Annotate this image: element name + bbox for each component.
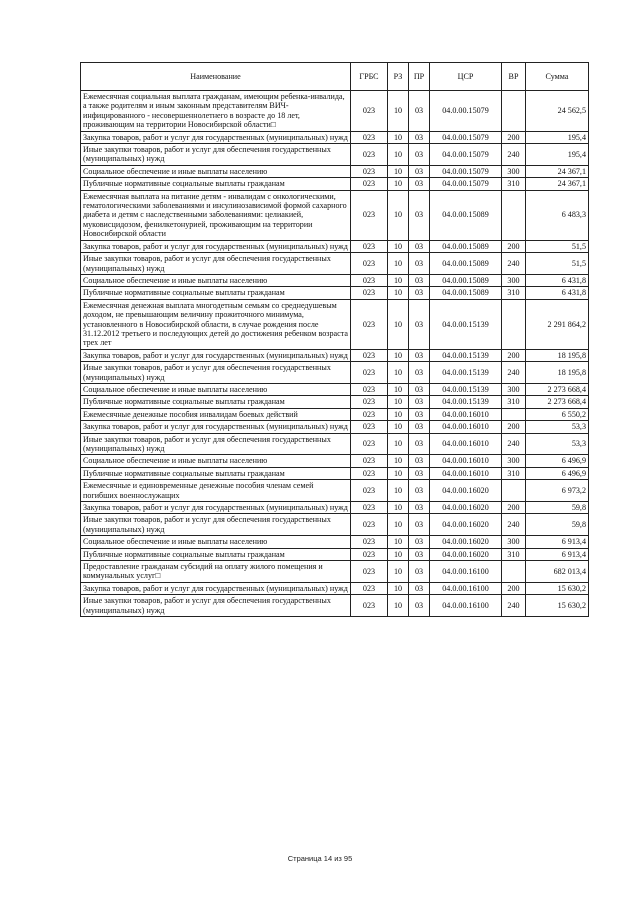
header-vr: ВР	[502, 63, 526, 91]
table-header-row	[81, 63, 589, 91]
cell-csr: 04.0.00.16010	[430, 408, 502, 420]
cell-pr: 03	[409, 362, 430, 384]
cell-name: Социальное обеспечение и иные выплаты населению	[81, 165, 351, 177]
cell-sum: 24 367,1	[526, 165, 589, 177]
cell-vr: 300	[502, 165, 526, 177]
cell-pr: 03	[409, 253, 430, 275]
cell-sum: 18 195,8	[526, 349, 589, 361]
cell-pr: 03	[409, 178, 430, 190]
cell-grbs: 023	[351, 408, 388, 420]
cell-vr: 310	[502, 396, 526, 408]
table-body	[81, 91, 589, 617]
cell-sum: 59,8	[526, 514, 589, 536]
cell-name: Иные закупки товаров, работ и услуг для обеспечения государственных (муниципальных) нужд	[81, 144, 351, 166]
cell-vr: 200	[502, 240, 526, 252]
cell-grbs: 023	[351, 561, 388, 583]
table-row	[81, 91, 589, 132]
cell-csr: 04.0.00.16010	[430, 421, 502, 433]
table-row	[81, 178, 589, 190]
cell-csr: 04.0.00.15139	[430, 362, 502, 384]
table-row	[81, 299, 589, 349]
cell-sum: 53,3	[526, 421, 589, 433]
cell-rz: 10	[388, 144, 409, 166]
table-row	[81, 595, 589, 617]
cell-pr: 03	[409, 144, 430, 166]
cell-vr	[502, 408, 526, 420]
cell-grbs: 023	[351, 433, 388, 455]
cell-name: Ежемесячная денежная выплата многодетным семьям со среднедушевым доходом, не превышающим величину прожиточного минимума, установленного в Новосибирской области, в случае рождения после 31.12.2012 третьего и последующих детей до достижения ребенком возраста трех лет	[81, 299, 351, 349]
cell-sum: 59,8	[526, 502, 589, 514]
cell-sum: 24 562,5	[526, 91, 589, 132]
cell-vr: 240	[502, 433, 526, 455]
cell-name: Социальное обеспечение и иные выплаты населению	[81, 455, 351, 467]
table-row	[81, 502, 589, 514]
cell-rz: 10	[388, 349, 409, 361]
cell-pr: 03	[409, 165, 430, 177]
cell-rz: 10	[388, 396, 409, 408]
cell-name: Ежемесячные и единовременные денежные пособия членам семей погибших военнослужащих	[81, 480, 351, 502]
table-row	[81, 362, 589, 384]
cell-name: Иные закупки товаров, работ и услуг для обеспечения государственных (муниципальных) нужд	[81, 253, 351, 275]
cell-grbs: 023	[351, 299, 388, 349]
cell-name: Публичные нормативные социальные выплаты гражданам	[81, 178, 351, 190]
table-row	[81, 165, 589, 177]
cell-grbs: 023	[351, 502, 388, 514]
cell-sum: 195,4	[526, 131, 589, 143]
cell-name: Социальное обеспечение и иные выплаты населению	[81, 274, 351, 286]
cell-csr: 04.0.00.16100	[430, 561, 502, 583]
cell-csr: 04.0.00.15079	[430, 91, 502, 132]
cell-csr: 04.0.00.16010	[430, 433, 502, 455]
cell-vr: 240	[502, 595, 526, 617]
cell-vr: 310	[502, 548, 526, 560]
cell-vr: 240	[502, 362, 526, 384]
table-row	[81, 287, 589, 299]
cell-sum: 2 273 668,4	[526, 396, 589, 408]
cell-csr: 04.0.00.16020	[430, 514, 502, 536]
cell-name: Закупка товаров, работ и услуг для государственных (муниципальных) нужд	[81, 421, 351, 433]
cell-vr	[502, 190, 526, 240]
cell-name: Социальное обеспечение и иные выплаты населению	[81, 536, 351, 548]
cell-rz: 10	[388, 548, 409, 560]
cell-name: Публичные нормативные социальные выплаты гражданам	[81, 548, 351, 560]
cell-vr	[502, 299, 526, 349]
cell-rz: 10	[388, 131, 409, 143]
cell-sum: 6 913,4	[526, 536, 589, 548]
cell-sum: 2 291 864,2	[526, 299, 589, 349]
table-row	[81, 274, 589, 286]
cell-vr	[502, 480, 526, 502]
cell-name: Публичные нормативные социальные выплаты гражданам	[81, 396, 351, 408]
cell-rz: 10	[388, 178, 409, 190]
cell-csr: 04.0.00.16020	[430, 502, 502, 514]
cell-grbs: 023	[351, 383, 388, 395]
cell-pr: 03	[409, 455, 430, 467]
cell-sum: 6 483,3	[526, 190, 589, 240]
table-row	[81, 408, 589, 420]
cell-name: Ежемесячные денежные пособия инвалидам боевых действий	[81, 408, 351, 420]
cell-csr: 04.0.00.16020	[430, 536, 502, 548]
cell-vr: 310	[502, 467, 526, 479]
cell-sum: 15 630,2	[526, 582, 589, 594]
cell-vr: 200	[502, 502, 526, 514]
cell-name: Закупка товаров, работ и услуг для государственных (муниципальных) нужд	[81, 582, 351, 594]
cell-pr: 03	[409, 287, 430, 299]
cell-csr: 04.0.00.15089	[430, 287, 502, 299]
cell-grbs: 023	[351, 421, 388, 433]
cell-grbs: 023	[351, 396, 388, 408]
cell-rz: 10	[388, 299, 409, 349]
cell-grbs: 023	[351, 582, 388, 594]
cell-vr: 310	[502, 178, 526, 190]
table-row	[81, 467, 589, 479]
cell-vr: 200	[502, 582, 526, 594]
cell-rz: 10	[388, 165, 409, 177]
cell-sum: 18 195,8	[526, 362, 589, 384]
table-row	[81, 548, 589, 560]
table-row	[81, 396, 589, 408]
cell-pr: 03	[409, 548, 430, 560]
cell-rz: 10	[388, 480, 409, 502]
cell-rz: 10	[388, 595, 409, 617]
header-name: Наименование	[81, 63, 351, 91]
cell-pr: 03	[409, 514, 430, 536]
table-row	[81, 190, 589, 240]
cell-grbs: 023	[351, 536, 388, 548]
table-row	[81, 383, 589, 395]
cell-sum: 682 013,4	[526, 561, 589, 583]
cell-pr: 03	[409, 349, 430, 361]
cell-name: Иные закупки товаров, работ и услуг для обеспечения государственных (муниципальных) нужд	[81, 514, 351, 536]
cell-vr: 240	[502, 144, 526, 166]
cell-rz: 10	[388, 190, 409, 240]
cell-sum: 6 431,8	[526, 274, 589, 286]
cell-grbs: 023	[351, 178, 388, 190]
cell-rz: 10	[388, 253, 409, 275]
cell-csr: 04.0.00.15089	[430, 240, 502, 252]
cell-pr: 03	[409, 383, 430, 395]
cell-name: Закупка товаров, работ и услуг для государственных (муниципальных) нужд	[81, 502, 351, 514]
cell-grbs: 023	[351, 190, 388, 240]
cell-csr: 04.0.00.15139	[430, 396, 502, 408]
table-row	[81, 421, 589, 433]
cell-csr: 04.0.00.16020	[430, 480, 502, 502]
cell-grbs: 023	[351, 362, 388, 384]
cell-name: Предоставление гражданам субсидий на оплату жилого помещения и коммунальных услуг□	[81, 561, 351, 583]
header-grbs: ГРБС	[351, 63, 388, 91]
cell-rz: 10	[388, 561, 409, 583]
cell-rz: 10	[388, 287, 409, 299]
cell-sum: 6 431,8	[526, 287, 589, 299]
cell-csr: 04.0.00.15089	[430, 274, 502, 286]
cell-rz: 10	[388, 455, 409, 467]
table-row	[81, 514, 589, 536]
cell-grbs: 023	[351, 240, 388, 252]
cell-grbs: 023	[351, 274, 388, 286]
cell-grbs: 023	[351, 480, 388, 502]
cell-grbs: 023	[351, 165, 388, 177]
cell-vr: 200	[502, 131, 526, 143]
table-row	[81, 253, 589, 275]
cell-pr: 03	[409, 561, 430, 583]
cell-grbs: 023	[351, 514, 388, 536]
cell-grbs: 023	[351, 467, 388, 479]
cell-vr: 200	[502, 349, 526, 361]
cell-name: Ежемесячная выплата на питание детям - инвалидам с онкологическими, гематологическими заболеваниями и инсулинозависимой формой сахарного диабета и детям с наследственными заболеваниями: целиакией, муковисцидозом, фенилкетонурией, проживающим на территории Новосибирской области	[81, 190, 351, 240]
cell-csr: 04.0.00.15089	[430, 190, 502, 240]
cell-vr: 310	[502, 287, 526, 299]
table-row	[81, 480, 589, 502]
cell-grbs: 023	[351, 287, 388, 299]
cell-csr: 04.0.00.16020	[430, 548, 502, 560]
cell-csr: 04.0.00.15079	[430, 131, 502, 143]
cell-rz: 10	[388, 362, 409, 384]
cell-name: Социальное обеспечение и иные выплаты населению	[81, 383, 351, 395]
cell-csr: 04.0.00.16100	[430, 582, 502, 594]
cell-rz: 10	[388, 582, 409, 594]
cell-pr: 03	[409, 408, 430, 420]
cell-sum: 6 496,9	[526, 467, 589, 479]
cell-sum: 51,5	[526, 253, 589, 275]
table-row	[81, 349, 589, 361]
cell-grbs: 023	[351, 253, 388, 275]
cell-pr: 03	[409, 131, 430, 143]
cell-name: Ежемесячная социальная выплата гражданам, имеющим ребенка-инвалида, а также родителям и иным законным представителям ВИЧ-инфицированного - несовершеннолетнего в возрасте до 18 лет, проживающим на территории Новосибирской области□	[81, 91, 351, 132]
cell-csr: 04.0.00.15089	[430, 253, 502, 275]
cell-pr: 03	[409, 467, 430, 479]
cell-sum: 24 367,1	[526, 178, 589, 190]
header-sum: Сумма	[526, 63, 589, 91]
cell-vr: 200	[502, 421, 526, 433]
cell-rz: 10	[388, 433, 409, 455]
table-row	[81, 561, 589, 583]
header-csr: ЦСР	[430, 63, 502, 91]
table-row	[81, 433, 589, 455]
cell-vr: 240	[502, 253, 526, 275]
cell-vr: 300	[502, 536, 526, 548]
cell-rz: 10	[388, 514, 409, 536]
table-row	[81, 131, 589, 143]
cell-sum: 51,5	[526, 240, 589, 252]
cell-rz: 10	[388, 240, 409, 252]
cell-vr: 300	[502, 383, 526, 395]
cell-name: Закупка товаров, работ и услуг для государственных (муниципальных) нужд	[81, 131, 351, 143]
cell-rz: 10	[388, 274, 409, 286]
cell-pr: 03	[409, 240, 430, 252]
page-number: Страница 14 из 95	[287, 854, 353, 863]
cell-rz: 10	[388, 383, 409, 395]
cell-sum: 6 973,2	[526, 480, 589, 502]
cell-name: Иные закупки товаров, работ и услуг для обеспечения государственных (муниципальных) нужд	[81, 595, 351, 617]
cell-sum: 15 630,2	[526, 595, 589, 617]
cell-csr: 04.0.00.15079	[430, 165, 502, 177]
cell-grbs: 023	[351, 548, 388, 560]
cell-pr: 03	[409, 502, 430, 514]
cell-grbs: 023	[351, 131, 388, 143]
cell-sum: 6 496,9	[526, 455, 589, 467]
table-row	[81, 240, 589, 252]
cell-rz: 10	[388, 536, 409, 548]
table-row	[81, 582, 589, 594]
cell-csr: 04.0.00.16100	[430, 595, 502, 617]
cell-vr: 300	[502, 455, 526, 467]
cell-name: Публичные нормативные социальные выплаты гражданам	[81, 467, 351, 479]
cell-name: Иные закупки товаров, работ и услуг для обеспечения государственных (муниципальных) нужд	[81, 433, 351, 455]
cell-pr: 03	[409, 190, 430, 240]
cell-vr	[502, 561, 526, 583]
cell-pr: 03	[409, 536, 430, 548]
cell-rz: 10	[388, 408, 409, 420]
cell-name: Иные закупки товаров, работ и услуг для обеспечения государственных (муниципальных) нужд	[81, 362, 351, 384]
cell-pr: 03	[409, 91, 430, 132]
cell-pr: 03	[409, 421, 430, 433]
cell-vr: 240	[502, 514, 526, 536]
cell-pr: 03	[409, 595, 430, 617]
cell-pr: 03	[409, 274, 430, 286]
cell-grbs: 023	[351, 144, 388, 166]
cell-pr: 03	[409, 480, 430, 502]
table-row	[81, 455, 589, 467]
cell-csr: 04.0.00.15079	[430, 178, 502, 190]
cell-rz: 10	[388, 502, 409, 514]
budget-table	[80, 62, 589, 617]
cell-vr	[502, 91, 526, 132]
cell-sum: 2 273 668,4	[526, 383, 589, 395]
cell-csr: 04.0.00.15139	[430, 299, 502, 349]
cell-pr: 03	[409, 299, 430, 349]
header-pr: ПР	[409, 63, 430, 91]
cell-grbs: 023	[351, 349, 388, 361]
cell-csr: 04.0.00.16010	[430, 455, 502, 467]
cell-csr: 04.0.00.15079	[430, 144, 502, 166]
table-row	[81, 144, 589, 166]
cell-pr: 03	[409, 396, 430, 408]
cell-grbs: 023	[351, 455, 388, 467]
cell-name: Публичные нормативные социальные выплаты гражданам	[81, 287, 351, 299]
cell-rz: 10	[388, 467, 409, 479]
cell-name: Закупка товаров, работ и услуг для государственных (муниципальных) нужд	[81, 349, 351, 361]
cell-csr: 04.0.00.16010	[430, 467, 502, 479]
cell-sum: 6 550,2	[526, 408, 589, 420]
cell-rz: 10	[388, 421, 409, 433]
cell-sum: 195,4	[526, 144, 589, 166]
cell-grbs: 023	[351, 595, 388, 617]
cell-rz: 10	[388, 91, 409, 132]
cell-pr: 03	[409, 433, 430, 455]
cell-csr: 04.0.00.15139	[430, 349, 502, 361]
header-rz: РЗ	[388, 63, 409, 91]
cell-vr: 300	[502, 274, 526, 286]
cell-grbs: 023	[351, 91, 388, 132]
cell-pr: 03	[409, 582, 430, 594]
cell-sum: 53,3	[526, 433, 589, 455]
cell-name: Закупка товаров, работ и услуг для государственных (муниципальных) нужд	[81, 240, 351, 252]
table-row	[81, 536, 589, 548]
cell-sum: 6 913,4	[526, 548, 589, 560]
cell-csr: 04.0.00.15139	[430, 383, 502, 395]
